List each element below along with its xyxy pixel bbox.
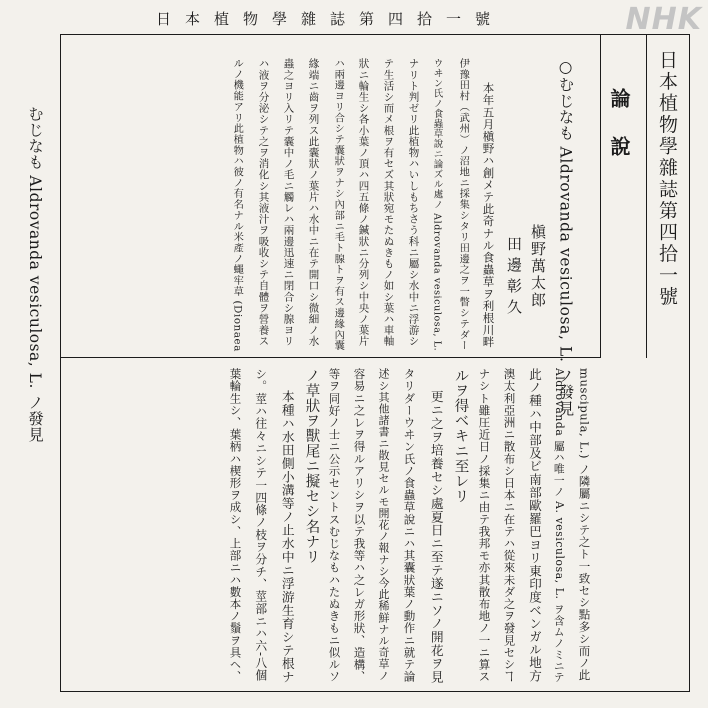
body-column: 葉輪生シ、葉柄ハ楔形ヲ成シ、上部ニハ數本ノ鬚ヲ具ヘ、 — [228, 368, 243, 683]
body-column: ナリト判ゼリ此植物ハいしもちさう科ニ屬シ水中ニ浮游シ — [407, 58, 420, 347]
body-column: 本年五月槇野ハ創メテ此奇ナル食蟲草ヲ利根川畔 — [481, 82, 496, 349]
body-column: タリダーウヰン氏ノ食蟲草說ニハ其囊狀葉ノ動作ニ就テ論 — [402, 368, 417, 683]
body-column: muscipula, L.) ノ隣屬ニシテ之ト一致セシ點多シ而ノ此 — [577, 368, 592, 682]
body-column: テ生活シ而メ根ヲ有セズ其狀宛モたぬきもノ如シ葉ハ車軸 — [382, 58, 395, 347]
body-column: ハ兩邊ヨリ合シテ囊狀ヲナシ內部ニ毛ト腺トヲ有ス邊緣內囊 — [332, 58, 345, 351]
journal-issue-header: 日本植物學雜誌第四拾一號 — [155, 10, 504, 28]
body-column: 等ヲ同好ノ士ニ公示セントスむじなもハたぬきもニ似ルソ — [327, 368, 342, 683]
body-column: ルヲ得ベキニ至レリ — [452, 368, 469, 504]
section-label-ronsetsu: 論說 — [607, 88, 631, 184]
body-column: 伊豫田村（武州）ノ沼地ニ採集シタリ田邊之ヲ一瞥シテダー — [457, 58, 470, 351]
body-column: Aldrovanda 屬ハ唯一ノ A. vesiculosa, L. ヲ含ムノミニテ — [552, 368, 566, 683]
body-column: シ。莖ハ往々ニシテ一四條ノ枝ヲ分チ、莖部ニハ六-八個 — [253, 368, 268, 682]
sidebar-journal-title: 日本植物學雜誌第四拾一號 — [656, 50, 678, 308]
body-column: ルノ機能アリ此植物ハ彼ノ有名ナル米產ノ蠅牢草 (Dionaea — [231, 58, 244, 352]
horizontal-divider — [60, 357, 600, 358]
body-column: ハ液ヲ分泌シテ之ヲ消化シ其液汁ヲ吸收シテ自體ヲ營養ス — [257, 58, 270, 347]
body-column: 緣端ニ齒ヲ列ス此囊狀ノ葉片ハ水中ニ在テ開口シ微細ノ水 — [307, 58, 320, 347]
body-column: 容易ニ之レヲ得ルアリシヲ以テ我等ハ之レガ形狀、造構、 — [352, 368, 367, 683]
article-title: ○むじなも Aldrovanda vesiculosa, L. ノ發見 — [556, 58, 575, 417]
page-frame — [60, 34, 690, 692]
author-tanabe: 田邊彰久 — [505, 236, 523, 320]
sidebar-divider — [600, 34, 601, 358]
running-title: むじなも Aldrovanda vesiculosa, L. ノ發見 — [26, 106, 44, 443]
nhk-watermark-logo: NHK — [625, 2, 702, 37]
body-column: 述シ其他諸書ニ散見セルモ開花ノ報ナシ今此稀鮮ナル奇草ノ — [377, 368, 390, 682]
body-column: ウヰン氏ノ食蟲草說ニ論ズル處ノ Aldrovanda vesiculosa, L. — [431, 58, 443, 352]
journal-header-bar — [0, 0, 708, 37]
body-column: ナシト雖圧近日ノ採集ニ由テ我邦モ亦其散布地ノ一ニ算ス — [477, 368, 492, 683]
body-column: 蟲之ヨリ入リテ囊中ノ毛ニ觸レハ兩邊迅速ニ閉合シ腺ヨリ — [282, 58, 295, 347]
body-column: 狀ニ輪生シ各小葉ノ頂ハ四五條ノ鍼狀ニ分列シ中央ノ葉片 — [357, 58, 370, 347]
title-divider — [646, 34, 647, 358]
body-column: 澳太利亞洲ニ散布シ日本ニ在テハ從來未ダ之ヲ發見セシヿ — [502, 368, 517, 683]
author-makino: 槇野萬太郎 — [529, 224, 547, 309]
body-column: 更ニ之ヲ培養セシ處夏日ニ至テ遂ニソノ開花ヲ見 — [427, 390, 443, 684]
body-column: 此ノ種ハ中部及ビ南部歐羅巴ヨリ東印度ベンガル地方 — [527, 368, 543, 683]
body-column: 本種ハ水田側小溝等ノ止水中ニ浮游生育シテ根ナ — [278, 390, 294, 684]
body-column: ノ草狀ヲ獸尾ニ擬セシ名ナリ — [303, 368, 320, 565]
